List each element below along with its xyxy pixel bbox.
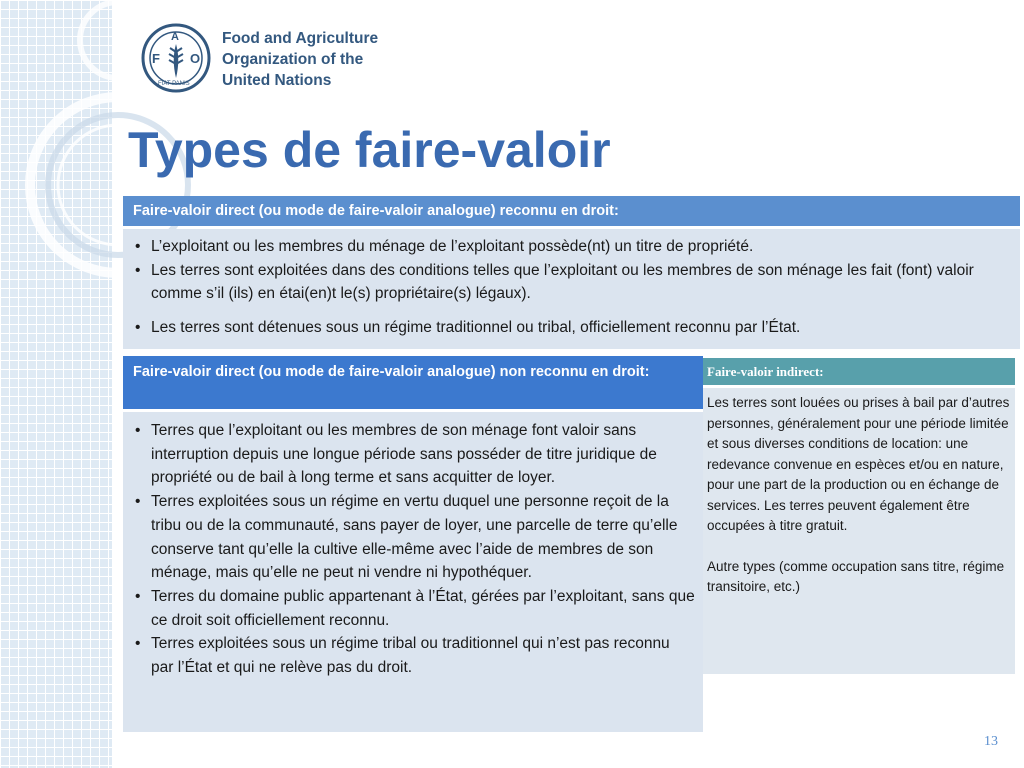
direct-unrecognized-header: Faire-valoir direct (ou mode de faire-valoir analogue) non reconnu en droit: <box>123 356 703 409</box>
list-item: • L’exploitant ou les membres du ménage de l’exploitant possède(nt) un titre de propriété. <box>131 235 1010 259</box>
list-item: • Les terres sont exploitées dans des conditions telles que l’exploitant ou les membres de son ménage les fait (font) valoir comme s’il (ils) en étai(en)t le(s) propriétaire(s) légaux). <box>131 259 1010 306</box>
list-item: • Les terres sont détenues sous un régime traditionnel ou tribal, officiellement reconnu par l’État. <box>131 316 1010 340</box>
list-item: • Terres exploitées sous un régime tribal ou traditionnel qui n’est pas reconnu par l’État et qui ne relève pas du droit. <box>131 632 695 679</box>
fao-name-line-1: Food and Agriculture <box>222 30 379 47</box>
list-item: • Terres du domaine public appartenant à l’État, gérées par l’exploitant, sans que ce droit soit officiellement reconnu. <box>131 585 695 632</box>
page-number: 13 <box>984 734 998 749</box>
fao-name <box>222 28 412 91</box>
fao-name-line-2: Organization of the <box>222 51 364 68</box>
indirect-box <box>703 388 1015 674</box>
emblem-motto: FIAT PANIS <box>158 81 190 87</box>
direct-recognized-header: Faire-valoir direct (ou mode de faire-valoir analogue) reconnu en droit: <box>123 196 1020 226</box>
direct-recognized-list <box>131 235 1010 339</box>
list-item: • Terres que l’exploitant ou les membres de son ménage font valoir sans interruption depuis une longue période sans posséder de titre juridique de propriété ou de bail à long terme et sans acquitter de loyer. <box>131 419 695 490</box>
emblem-letter-o: O <box>190 51 201 66</box>
direct-unrecognized-box <box>123 412 703 732</box>
fao-name-line-3: United Nations <box>222 72 332 89</box>
direct-unrecognized-list <box>131 419 695 680</box>
fao-logo <box>140 22 400 94</box>
emblem-letter-f: F <box>152 51 160 66</box>
indirect-header: Faire-valoir indirect: <box>703 358 1015 385</box>
slide-title: Types de faire-valoir <box>128 122 611 178</box>
indirect-paragraph-1: Les terres sont louées ou prises à bail par d’autres personnes, généralement pour une période limitée et sous diverses conditions de location: une redevance convenue en espèces et/ou en nature, pour une part de la production ou en échange de services. Les terres peuvent également être occupées à titre gratuit. <box>707 395 1010 533</box>
fao-emblem-icon <box>140 22 212 94</box>
list-item: • Terres exploitées sous un régime en vertu duquel une personne reçoit de la tribu ou de la communauté, sans payer de loyer, une parcelle de terre qu’elle conserve tant qu’elle la cultive elle-même avec l’aide de membres de son ménage, mais qu’elle ne peut ni vendre ni hypothéquer. <box>131 490 695 585</box>
emblem-letter-a: A <box>171 31 179 43</box>
direct-recognized-box <box>123 229 1020 349</box>
indirect-paragraph-2: Autre types (comme occupation sans titre, régime transitoire, etc.) <box>707 558 1005 594</box>
